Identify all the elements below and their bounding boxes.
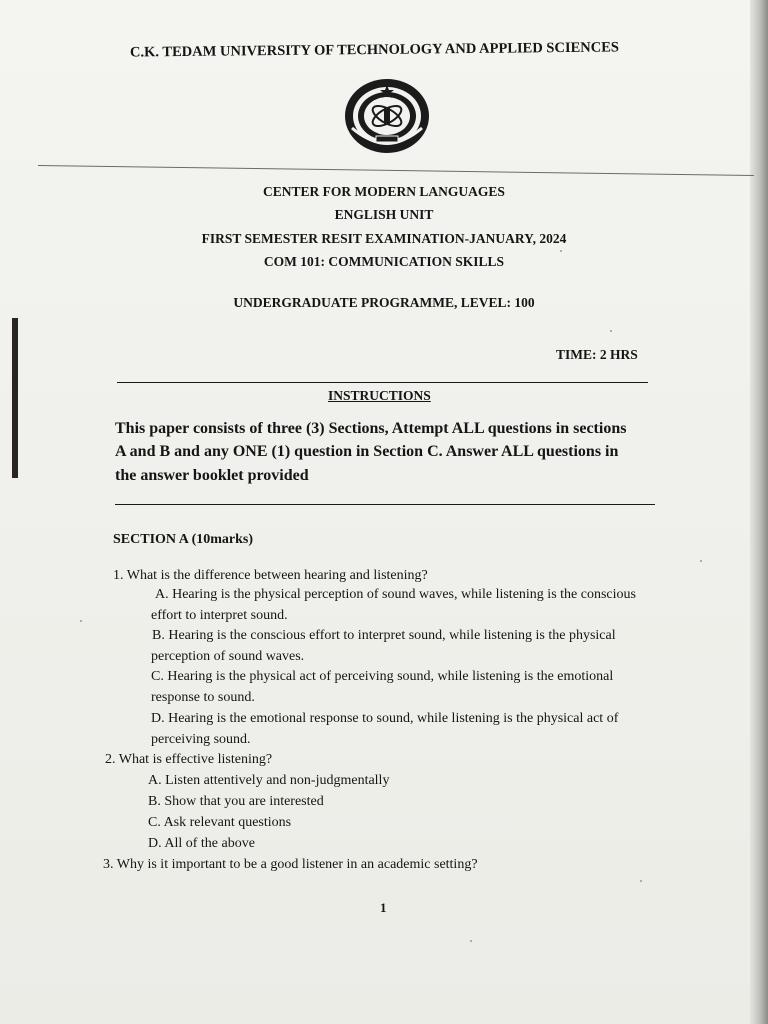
page-number: 1 — [380, 900, 387, 915]
question-2: 2. What is effective listening? — [105, 752, 273, 767]
question-2-option-a: A. Listen attentively and non-judgmentally — [148, 773, 390, 788]
section-a-heading: SECTION A (10marks) — [113, 532, 254, 547]
unit-name: ENGLISH UNIT — [334, 207, 434, 222]
center-name: CENTER FOR MODERN LANGUAGES — [263, 184, 505, 199]
scan-speck — [610, 330, 612, 332]
question-1-option-b: B. Hearing is the conscious effort to interpret sound, while listening is the physical — [152, 628, 616, 643]
question-1-option-d: D. Hearing is the emotional response to sound, while listening is the physical act of — [151, 711, 619, 726]
scan-speck — [640, 880, 642, 882]
question-1-option-d-cont: perceiving sound. — [151, 732, 251, 747]
question-2-option-d: D. All of the above — [148, 836, 255, 851]
header-divider — [38, 165, 754, 176]
scan-speck — [560, 250, 562, 252]
question-1-option-b-cont: perception of sound waves. — [151, 649, 305, 664]
scan-speck — [470, 940, 472, 942]
paper-edge-shadow — [750, 0, 768, 1024]
instructions-line: A and B and any ONE (1) question in Section C. Answer ALL questions in — [115, 443, 619, 460]
exam-duration: TIME: 2 HRS — [556, 347, 638, 362]
question-1: 1. What is the difference between hearing and listening? — [113, 568, 428, 583]
instructions-heading: INSTRUCTIONS — [328, 388, 431, 403]
question-2-option-c: C. Ask relevant questions — [148, 815, 292, 830]
instructions-top-rule — [117, 382, 648, 383]
course-title: COM 101: COMMUNICATION SKILLS — [263, 254, 505, 269]
instructions-line: the answer booklet provided — [115, 467, 309, 484]
university-name: C.K. TEDAM UNIVERSITY OF TECHNOLOGY AND APPLIED SCIENCES — [129, 39, 619, 61]
question-1-option-a: A. Hearing is the physical perception of sound waves, while listening is the conscious — [155, 587, 636, 602]
university-seal-logo — [342, 76, 432, 156]
question-1-option-a-cont: effort to interpret sound. — [151, 608, 288, 623]
exam-title: FIRST SEMESTER RESIT EXAMINATION-JANUARY, 2024 — [201, 231, 567, 246]
question-3: 3. Why is it important to be a good listener in an academic setting? — [103, 857, 478, 872]
programme-title: UNDERGRADUATE PROGRAMME, LEVEL: 100 — [233, 295, 535, 310]
left-edge-mark — [12, 318, 18, 478]
scan-speck — [700, 560, 702, 562]
question-1-option-c: C. Hearing is the physical act of perceiving sound, while listening is the emotional — [151, 669, 614, 684]
scan-speck — [80, 620, 82, 622]
question-1-option-c-cont: response to sound. — [151, 690, 255, 705]
instructions-line: This paper consists of three (3) Sections, Attempt ALL questions in sections — [115, 420, 627, 437]
question-2-option-b: B. Show that you are interested — [148, 794, 324, 809]
instructions-bottom-rule — [115, 504, 655, 505]
